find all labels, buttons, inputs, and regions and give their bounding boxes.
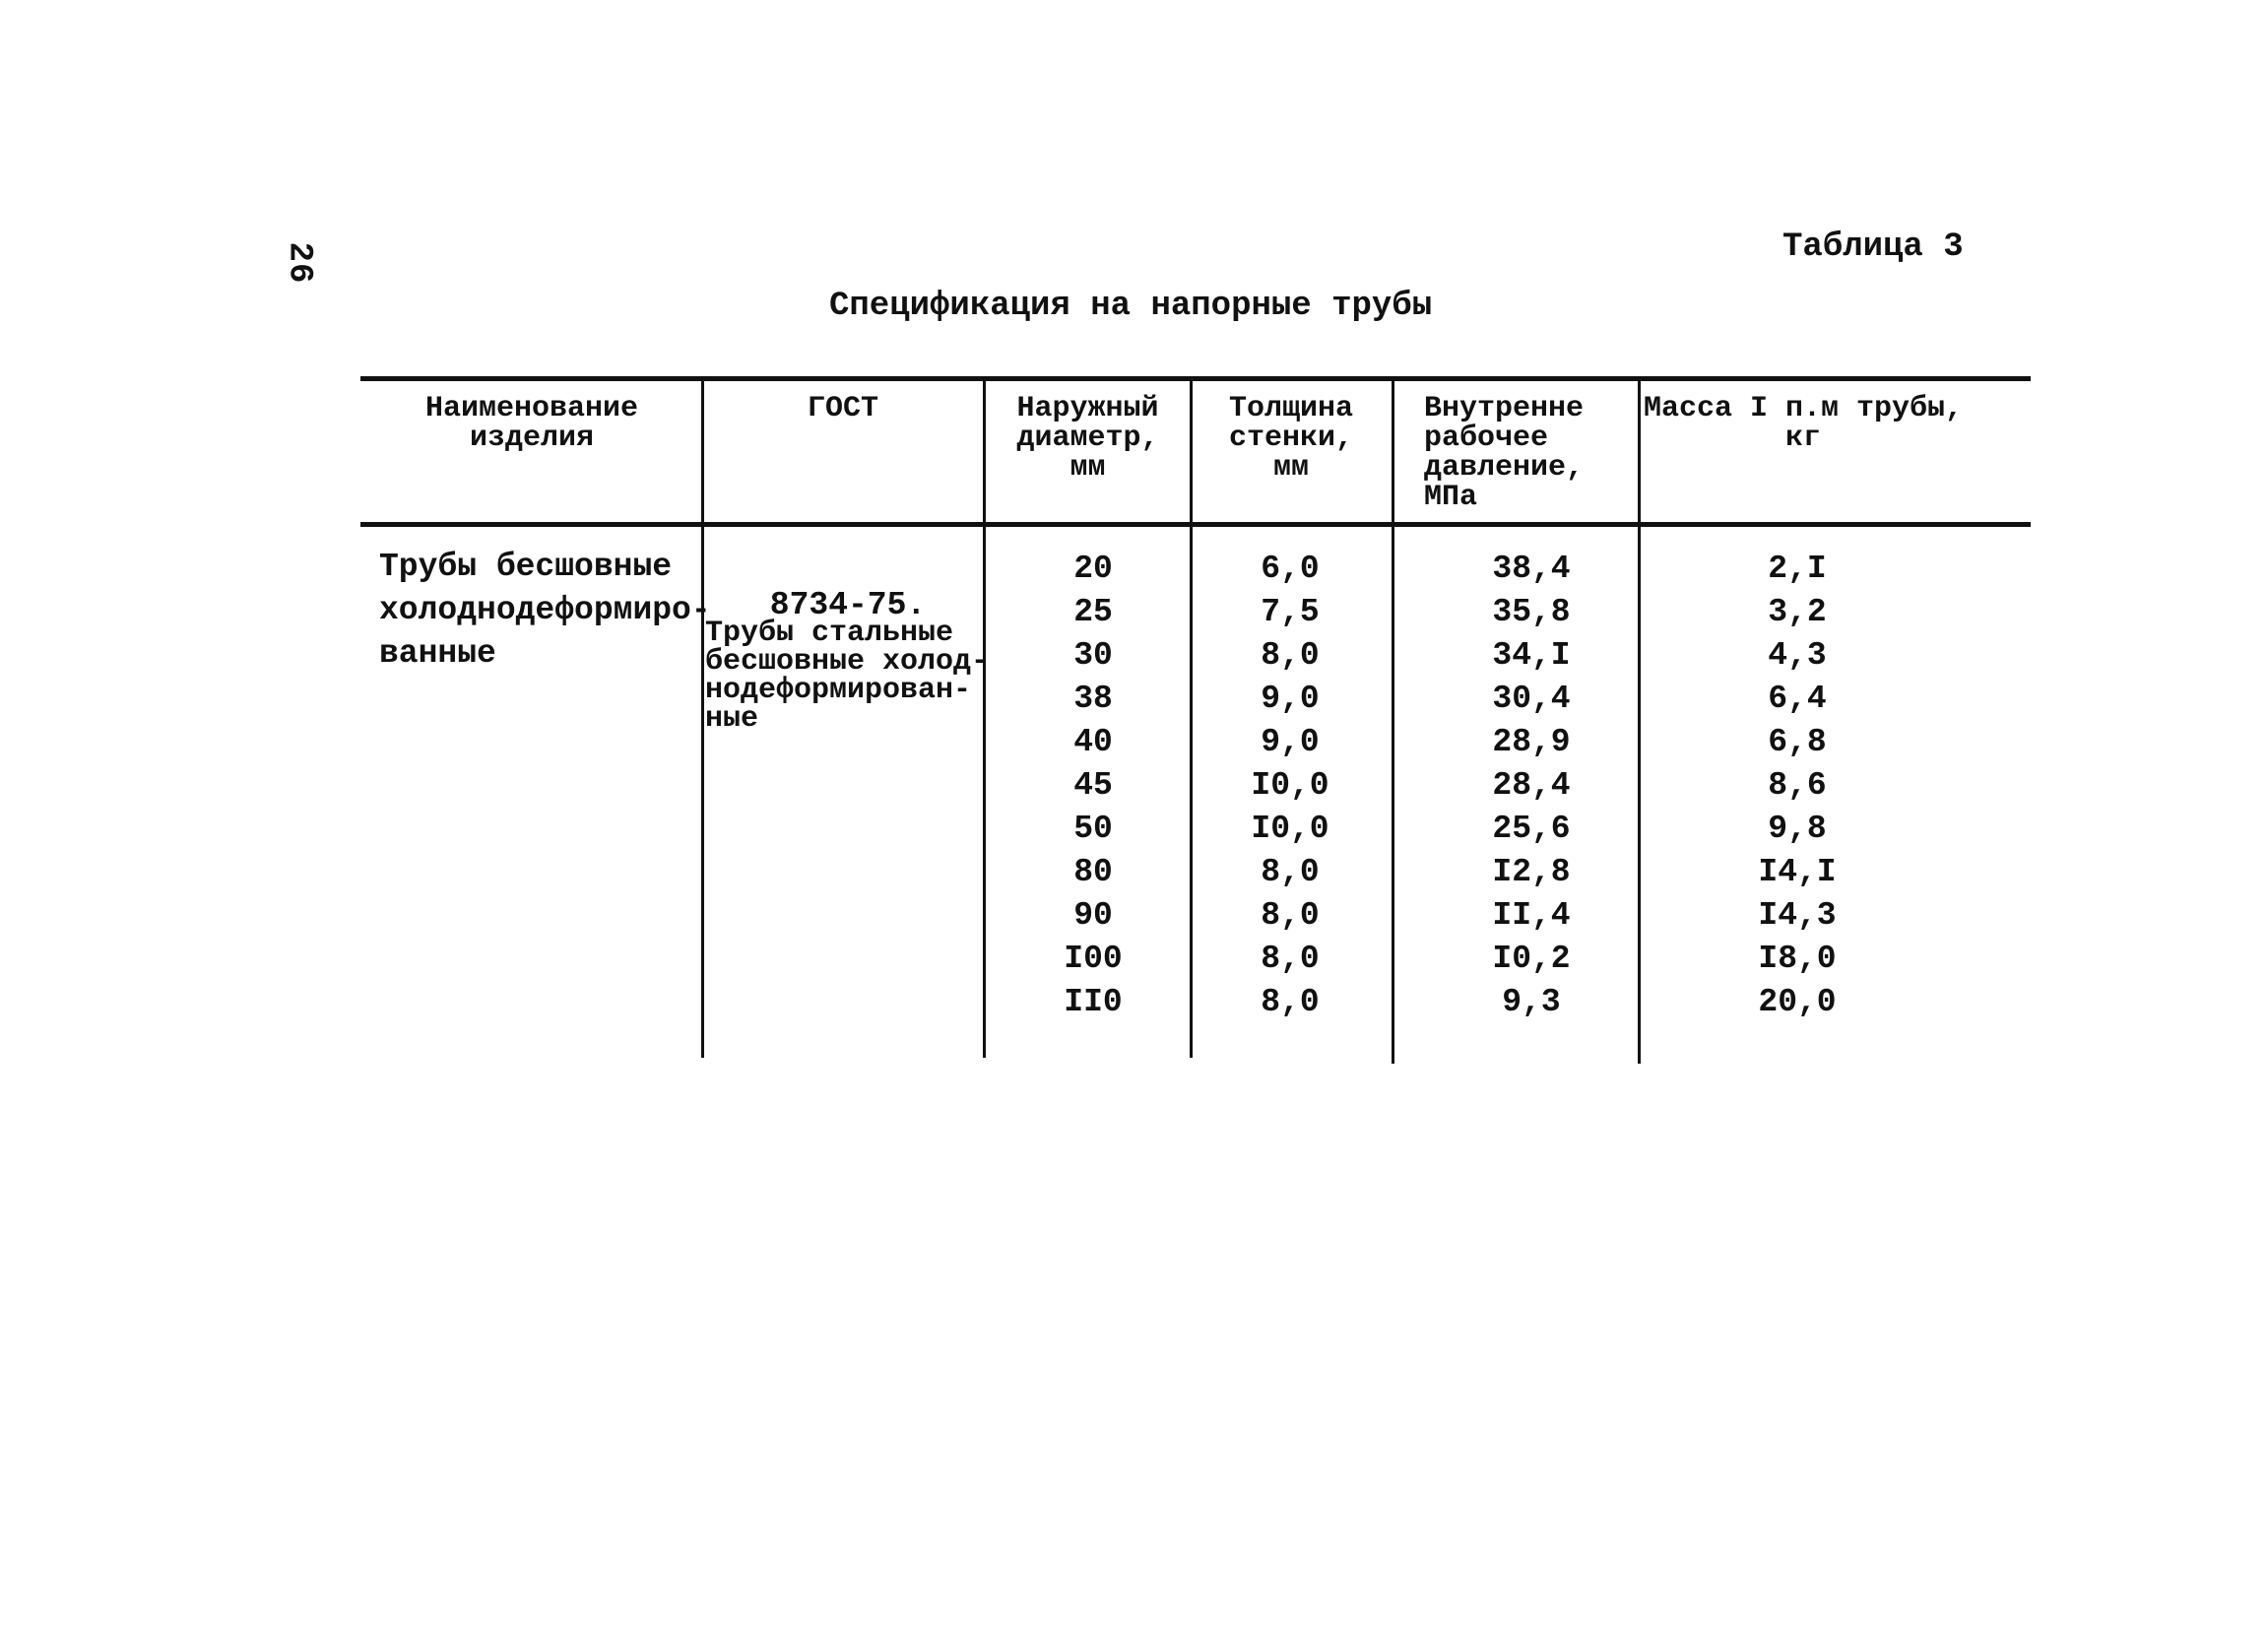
table-cell: 6,4 xyxy=(1768,681,1827,717)
gost-cell xyxy=(705,587,991,736)
table-cell: 4,3 xyxy=(1768,637,1827,674)
table-cell: I0,2 xyxy=(1492,941,1571,977)
table-cell: 34,I xyxy=(1492,637,1571,674)
table-cell: 9,3 xyxy=(1502,984,1561,1020)
table-cell: 25,6 xyxy=(1492,811,1571,847)
table-cell: 30 xyxy=(1073,637,1113,674)
table-header-rule xyxy=(360,522,2031,527)
table-cell: 25 xyxy=(1073,594,1113,630)
column-divider xyxy=(701,378,704,1058)
table-cell: 8,0 xyxy=(1261,637,1320,674)
table-cell: 8,0 xyxy=(1261,854,1320,890)
table-cell: I8,0 xyxy=(1758,941,1837,977)
header-gost: ГОСТ xyxy=(807,392,878,425)
table-cell: 30,4 xyxy=(1492,681,1571,717)
table-cell: II,4 xyxy=(1492,897,1571,934)
table-label: Таблица 3 xyxy=(1782,228,1964,266)
table-cell: 90 xyxy=(1073,897,1113,934)
column-wall-thickness xyxy=(1201,548,1379,1024)
product-name: Трубы бесшовные холоднодеформиро- ванные xyxy=(379,549,711,672)
table-cell: 50 xyxy=(1073,811,1113,847)
column-mass xyxy=(1704,548,1891,1024)
gost-name: Трубы стальные бесшовные холод- нодеформирован- ные xyxy=(705,617,990,736)
table-cell: 6,0 xyxy=(1261,551,1320,587)
header-wall-thickness: Толщина стенки, мм xyxy=(1228,392,1354,485)
table-cell: I0,0 xyxy=(1251,767,1329,804)
gost-number: 8734-75. xyxy=(769,587,927,623)
header-pressure: Внутренне рабочее давление, МПа xyxy=(1424,392,1585,514)
table-cell: 20 xyxy=(1073,551,1113,587)
header-outer-diameter: Наружный диаметр, мм xyxy=(1016,392,1159,485)
header-mass: Масса I п.м трубы, кг xyxy=(1643,392,1964,455)
table-cell: II0 xyxy=(1064,984,1123,1020)
table-cell: 9,0 xyxy=(1261,681,1320,717)
table-cell: I4,3 xyxy=(1758,897,1837,934)
table-cell: I0,0 xyxy=(1251,811,1329,847)
table-cell: 45 xyxy=(1073,767,1113,804)
table-cell: 38 xyxy=(1073,681,1113,717)
table-cell: 9,8 xyxy=(1768,811,1827,847)
table-cell: 20,0 xyxy=(1758,984,1837,1020)
table-cell: 8,0 xyxy=(1261,984,1320,1020)
table-cell: 80 xyxy=(1073,854,1113,890)
table-cell: 40 xyxy=(1073,724,1113,760)
table-cell: 9,0 xyxy=(1261,724,1320,760)
column-pressure xyxy=(1438,548,1625,1024)
column-outer-diameter xyxy=(1024,548,1162,1024)
column-divider xyxy=(1638,378,1641,1064)
table-cell: 28,9 xyxy=(1492,724,1571,760)
table-cell: 8,0 xyxy=(1261,941,1320,977)
table-cell: 8,0 xyxy=(1261,897,1320,934)
table-cell: 7,5 xyxy=(1261,594,1320,630)
table-cell: 8,6 xyxy=(1768,767,1827,804)
column-divider xyxy=(1392,378,1394,1064)
table-cell: 28,4 xyxy=(1492,767,1571,804)
table-cell: I4,I xyxy=(1758,854,1837,890)
table-cell: I2,8 xyxy=(1492,854,1571,890)
table-cell: 6,8 xyxy=(1768,724,1827,760)
table-cell: 3,2 xyxy=(1768,594,1827,630)
table-cell: 35,8 xyxy=(1492,594,1571,630)
page-number: 26 xyxy=(280,241,318,285)
table-top-rule xyxy=(360,376,2031,381)
table-cell: 38,4 xyxy=(1492,551,1571,587)
header-name: Наименование изделия xyxy=(424,392,639,455)
table-title: Спецификация на напорные трубы xyxy=(829,288,1433,325)
table-cell: I00 xyxy=(1064,941,1123,977)
table-cell: 2,I xyxy=(1768,551,1827,587)
